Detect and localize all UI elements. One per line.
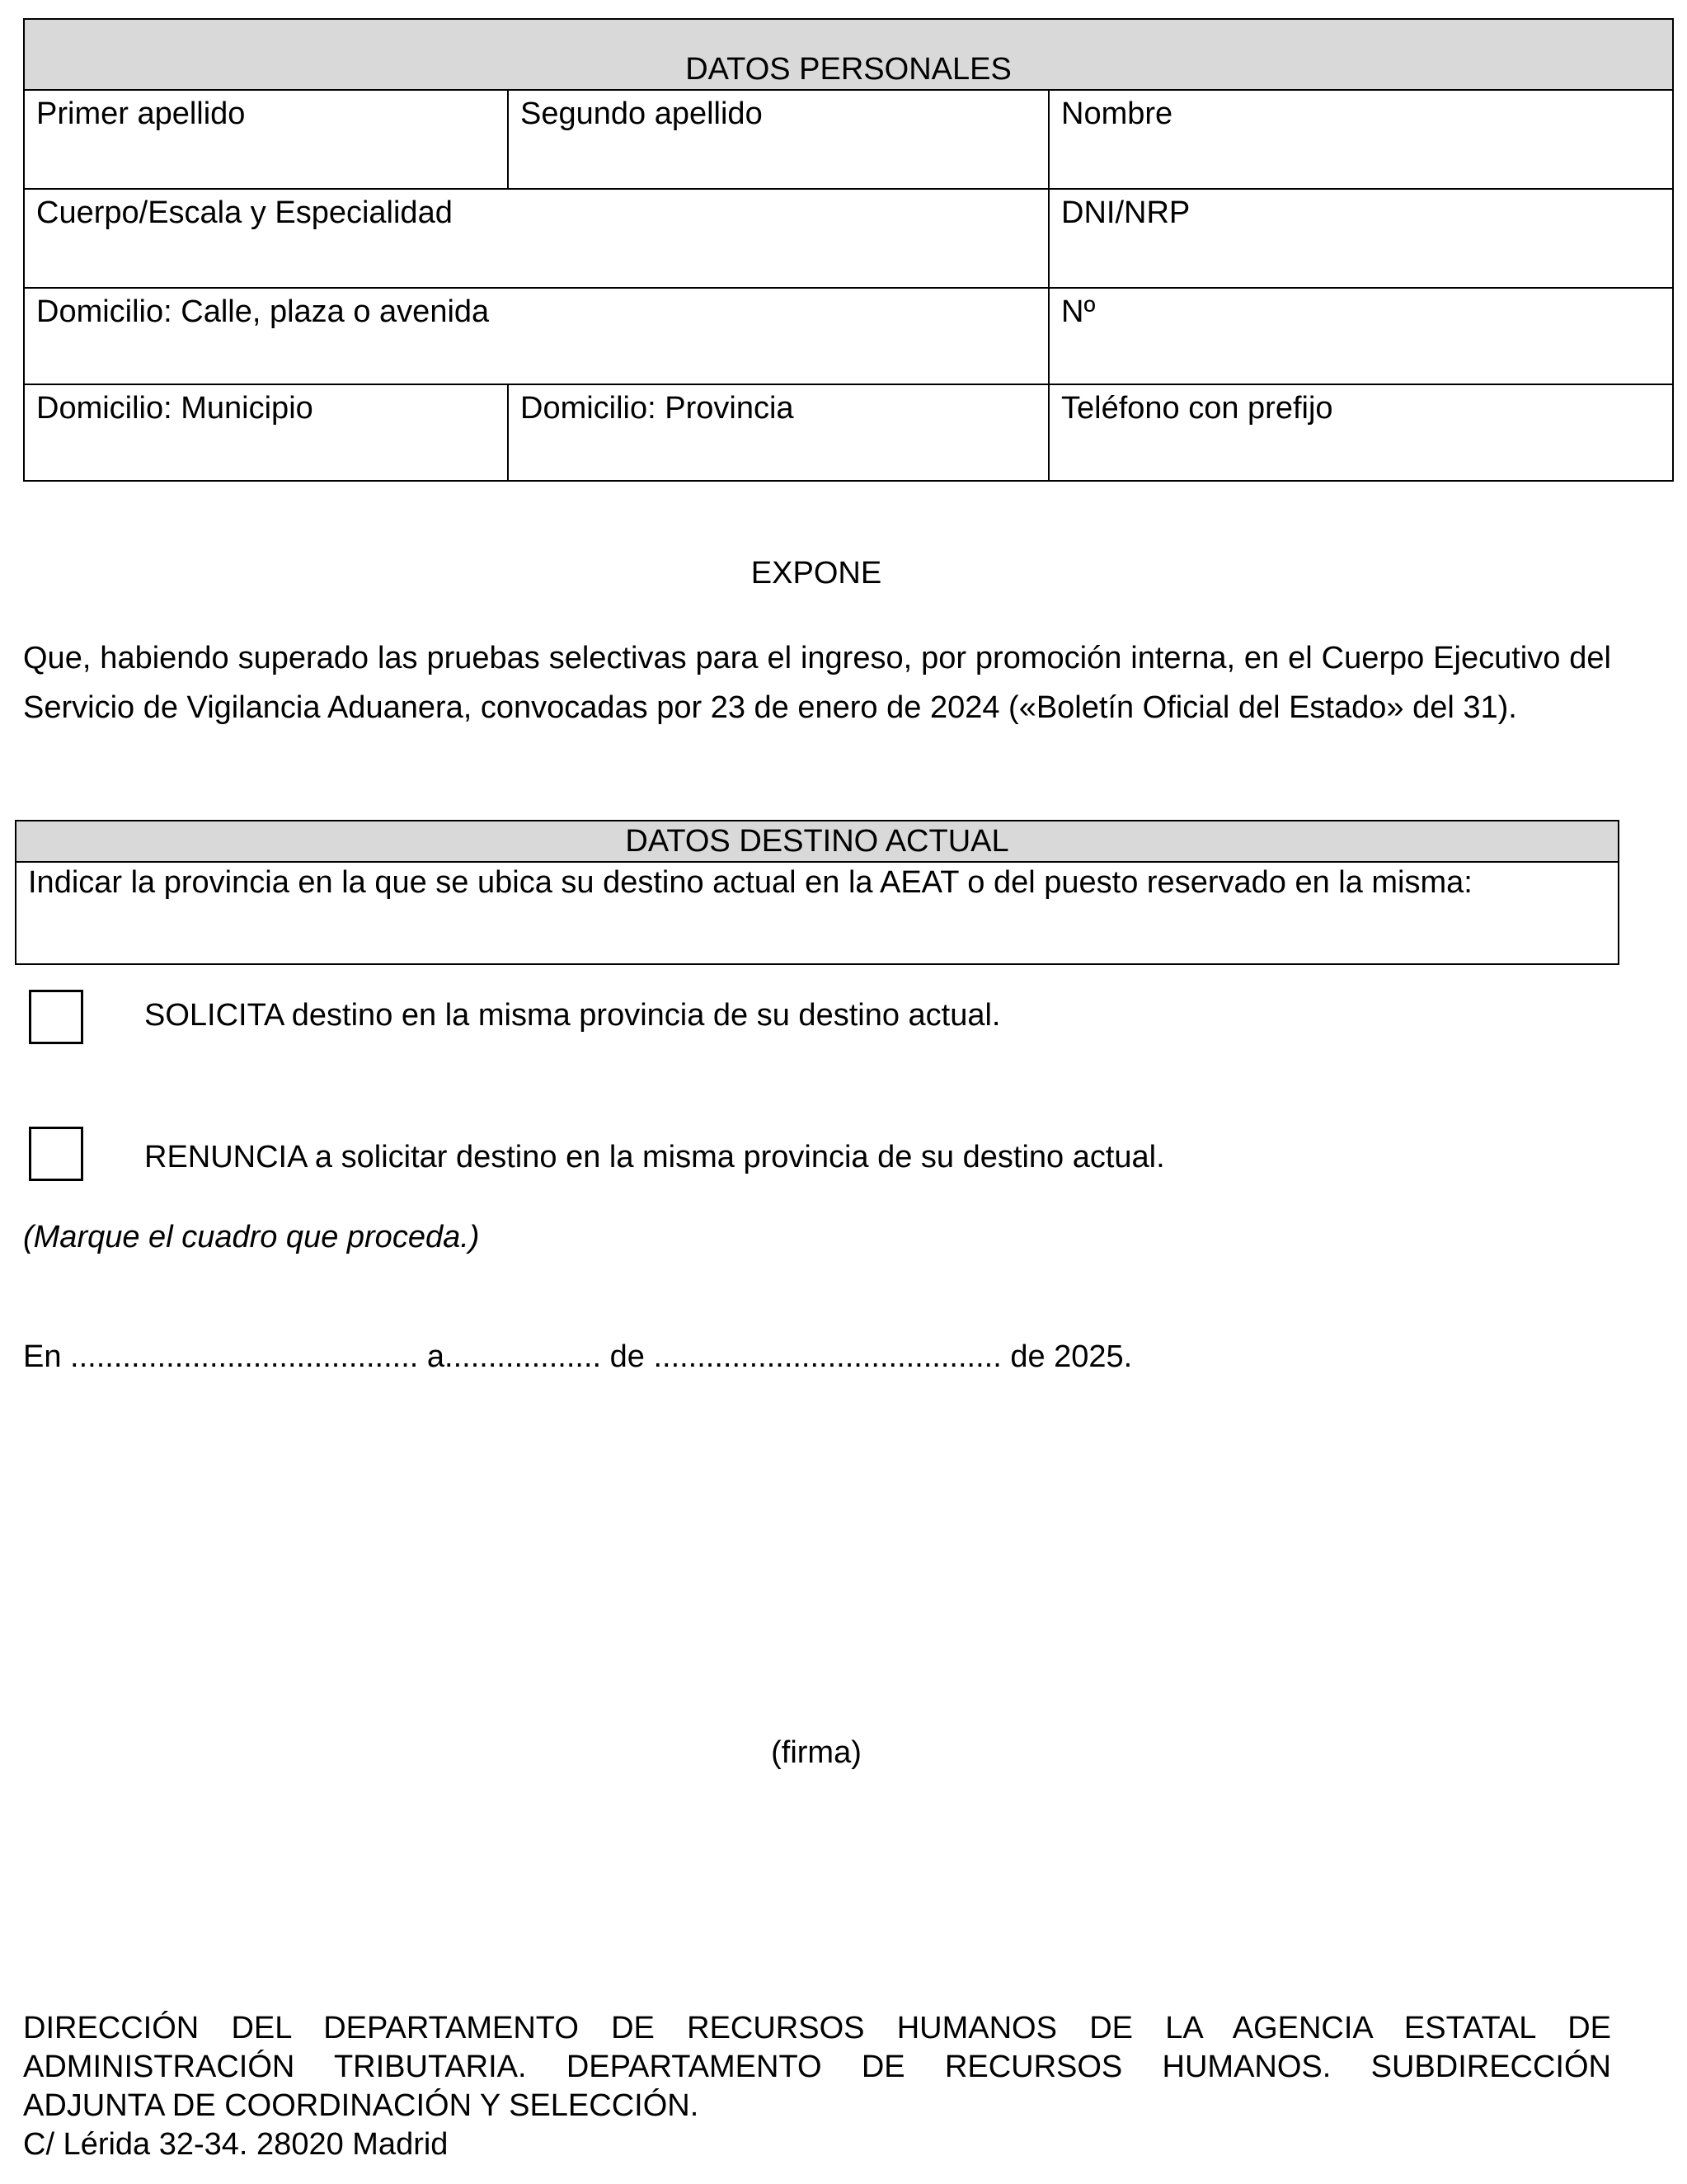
personal-data-header (24, 19, 1673, 90)
field-municipio[interactable] (24, 384, 508, 481)
field-label: Domicilio: Calle, plaza o avenida (36, 294, 490, 329)
field-primer-apellido[interactable] (24, 90, 508, 189)
footer-line: ADJUNTA DE COORDINACIÓN Y SELECCIÓN. (23, 2088, 699, 2123)
expone-title: EXPONE (750, 556, 882, 591)
field-label: Domicilio: Municipio (36, 391, 313, 426)
field-destino-provincia[interactable] (16, 862, 1619, 964)
personal-data-table (23, 18, 1674, 482)
selection-note: (Marque el cuadro que proceda.) (23, 1220, 480, 1254)
field-numero[interactable] (1049, 288, 1673, 384)
field-domicilio-calle[interactable] (24, 288, 1049, 384)
field-provincia[interactable] (508, 384, 1049, 481)
field-label: Nombre (1061, 96, 1173, 131)
destino-header (16, 821, 1619, 862)
field-label: Nº (1061, 294, 1096, 329)
field-cuerpo-escala[interactable] (24, 189, 1049, 288)
footer-line: DIRECCIÓN DEL DEPARTAMENTO DE RECURSOS HUMANOS DE LA AGENCIA ESTATAL DE (23, 2011, 1611, 2045)
expone-paragraph: Que, habiendo superado las pruebas selectivas para el ingreso, por promoción interna, en el Cuerpo Ejecutivo del Servicio de Vigilancia Aduanera, convocadas por 23 de enero de 2024 («Boletín Oficial del Estado» del 31). (23, 641, 1611, 725)
field-label: DNI/NRP (1061, 195, 1191, 230)
personal-data-title: DATOS PERSONALES (685, 52, 1012, 87)
destino-title: DATOS DESTINO ACTUAL (625, 824, 1009, 859)
field-label: Primer apellido (36, 96, 246, 131)
footer-address-block (23, 2009, 1611, 2164)
footer-address: C/ Lérida 32-34. 28020 Madrid (23, 2127, 449, 2162)
field-label: Domicilio: Provincia (520, 391, 794, 426)
solicita-label: SOLICITA destino en la misma provincia de su destino actual. (144, 998, 1001, 1033)
field-label: Segundo apellido (520, 96, 763, 131)
field-dni-nrp[interactable] (1049, 189, 1673, 288)
renuncia-checkbox[interactable] (29, 1127, 83, 1181)
field-label: Teléfono con prefijo (1061, 391, 1333, 426)
field-segundo-apellido[interactable] (508, 90, 1049, 189)
solicita-checkbox[interactable] (29, 990, 83, 1044)
field-telefono[interactable] (1049, 384, 1673, 481)
field-nombre[interactable] (1049, 90, 1673, 189)
destino-prompt: Indicar la provincia en la que se ubica su destino actual en la AEAT o del puesto reservado en la misma: (28, 865, 1473, 900)
renuncia-label: RENUNCIA a solicitar destino en la misma provincia de su destino actual. (144, 1140, 1165, 1174)
destino-table (15, 820, 1619, 965)
field-label: Cuerpo/Escala y Especialidad (36, 195, 453, 230)
footer-line: ADMINISTRACIÓN TRIBUTARIA. DEPARTAMENTO DE RECURSOS HUMANOS. SUBDIRECCIÓN (23, 2050, 1611, 2084)
date-line: En ........................................ a.................. de ........................................ de 2025. (23, 1339, 1133, 1374)
signature-label: (firma) (771, 1735, 862, 1770)
